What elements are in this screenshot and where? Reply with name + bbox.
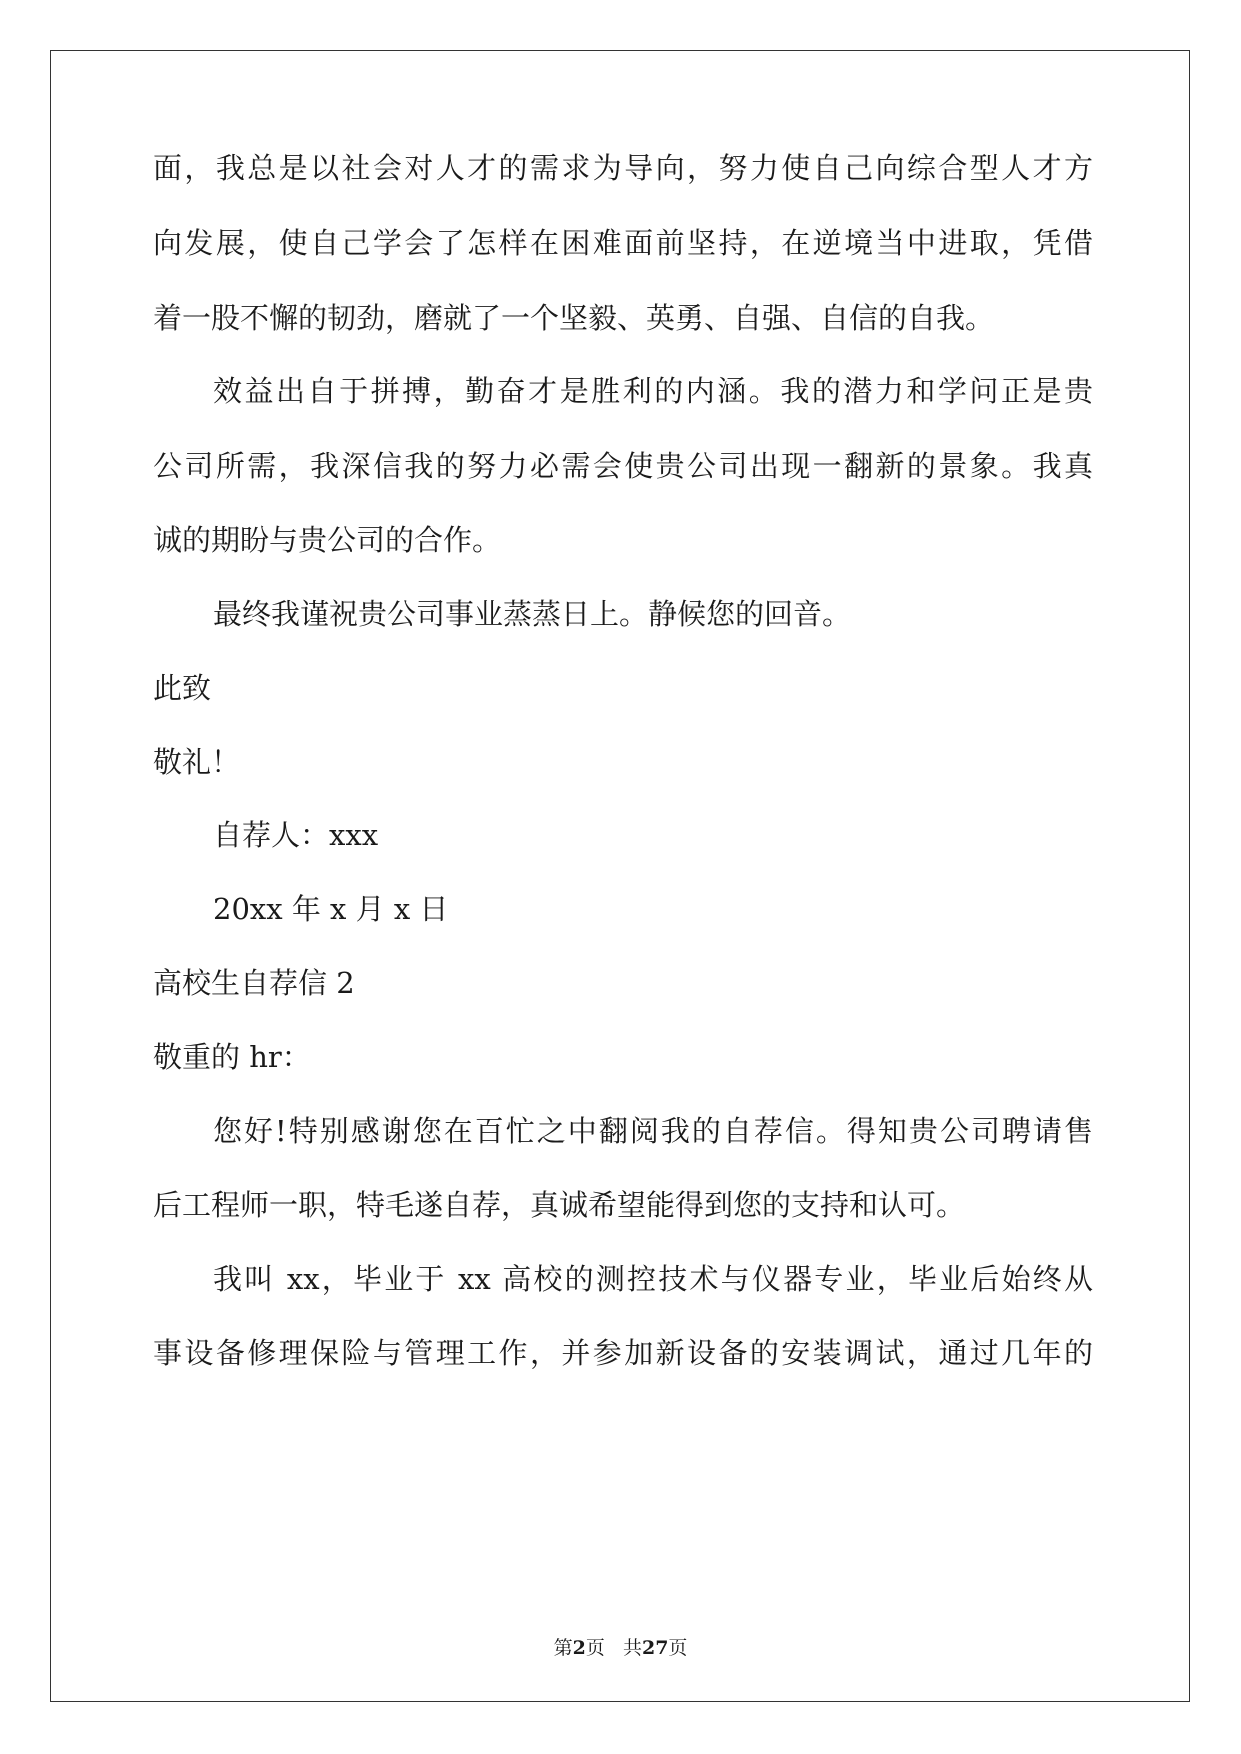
text-line: 最终我谨祝贵公司事业蒸蒸日上。静候您的回音。	[213, 597, 852, 631]
text-line: 自荐人：xxx	[213, 818, 379, 852]
text-line: 敬礼！	[153, 745, 241, 779]
text-line: 此致	[153, 671, 212, 705]
footer-total-suffix: 页	[668, 1637, 688, 1659]
text-line: 面，我总是以社会对人才的需求为导向，努力使自己向综合型人才方	[153, 151, 1093, 185]
text-line: 事设备修理保险与管理工作，并参加新设备的安装调试，通过几年的	[153, 1336, 1093, 1370]
text-line: 效益出自于拼搏，勤奋才是胜利的内涵。我的潜力和学问正是贵	[213, 374, 1093, 408]
page-footer	[0, 1636, 1241, 1660]
text-line: 我叫 xx，毕业于 xx 高校的测控技术与仪器专业，毕业后始终从	[213, 1262, 1093, 1296]
text-line: 20xx 年 x 月 x 日	[213, 892, 449, 926]
page-number: 2	[572, 1637, 586, 1659]
total-pages: 27	[641, 1637, 669, 1659]
footer-total-prefix: 共	[622, 1637, 642, 1659]
section-title: 高校生自荐信 2	[153, 966, 355, 1000]
text-line: 诚的期盼与贵公司的合作。	[153, 523, 502, 557]
footer-page-suffix: 页	[585, 1637, 605, 1659]
text-line: 您好!特别感谢您在百忙之中翻阅我的自荐信。得知贵公司聘请售	[213, 1114, 1093, 1148]
text-line: 后工程师一职，特毛遂自荐，真诚希望能得到您的支持和认可。	[153, 1188, 966, 1222]
text-line: 着一股不懈的韧劲，磨就了一个坚毅、英勇、自强、自信的自我。	[153, 301, 995, 335]
text-line: 敬重的 hr：	[153, 1040, 311, 1074]
footer-prefix: 第	[553, 1637, 573, 1659]
text-line: 向发展，使自己学会了怎样在困难面前坚持，在逆境当中进取，凭借	[153, 226, 1093, 260]
text-line: 公司所需，我深信我的努力必需会使贵公司出现一翻新的景象。我真	[153, 449, 1093, 483]
